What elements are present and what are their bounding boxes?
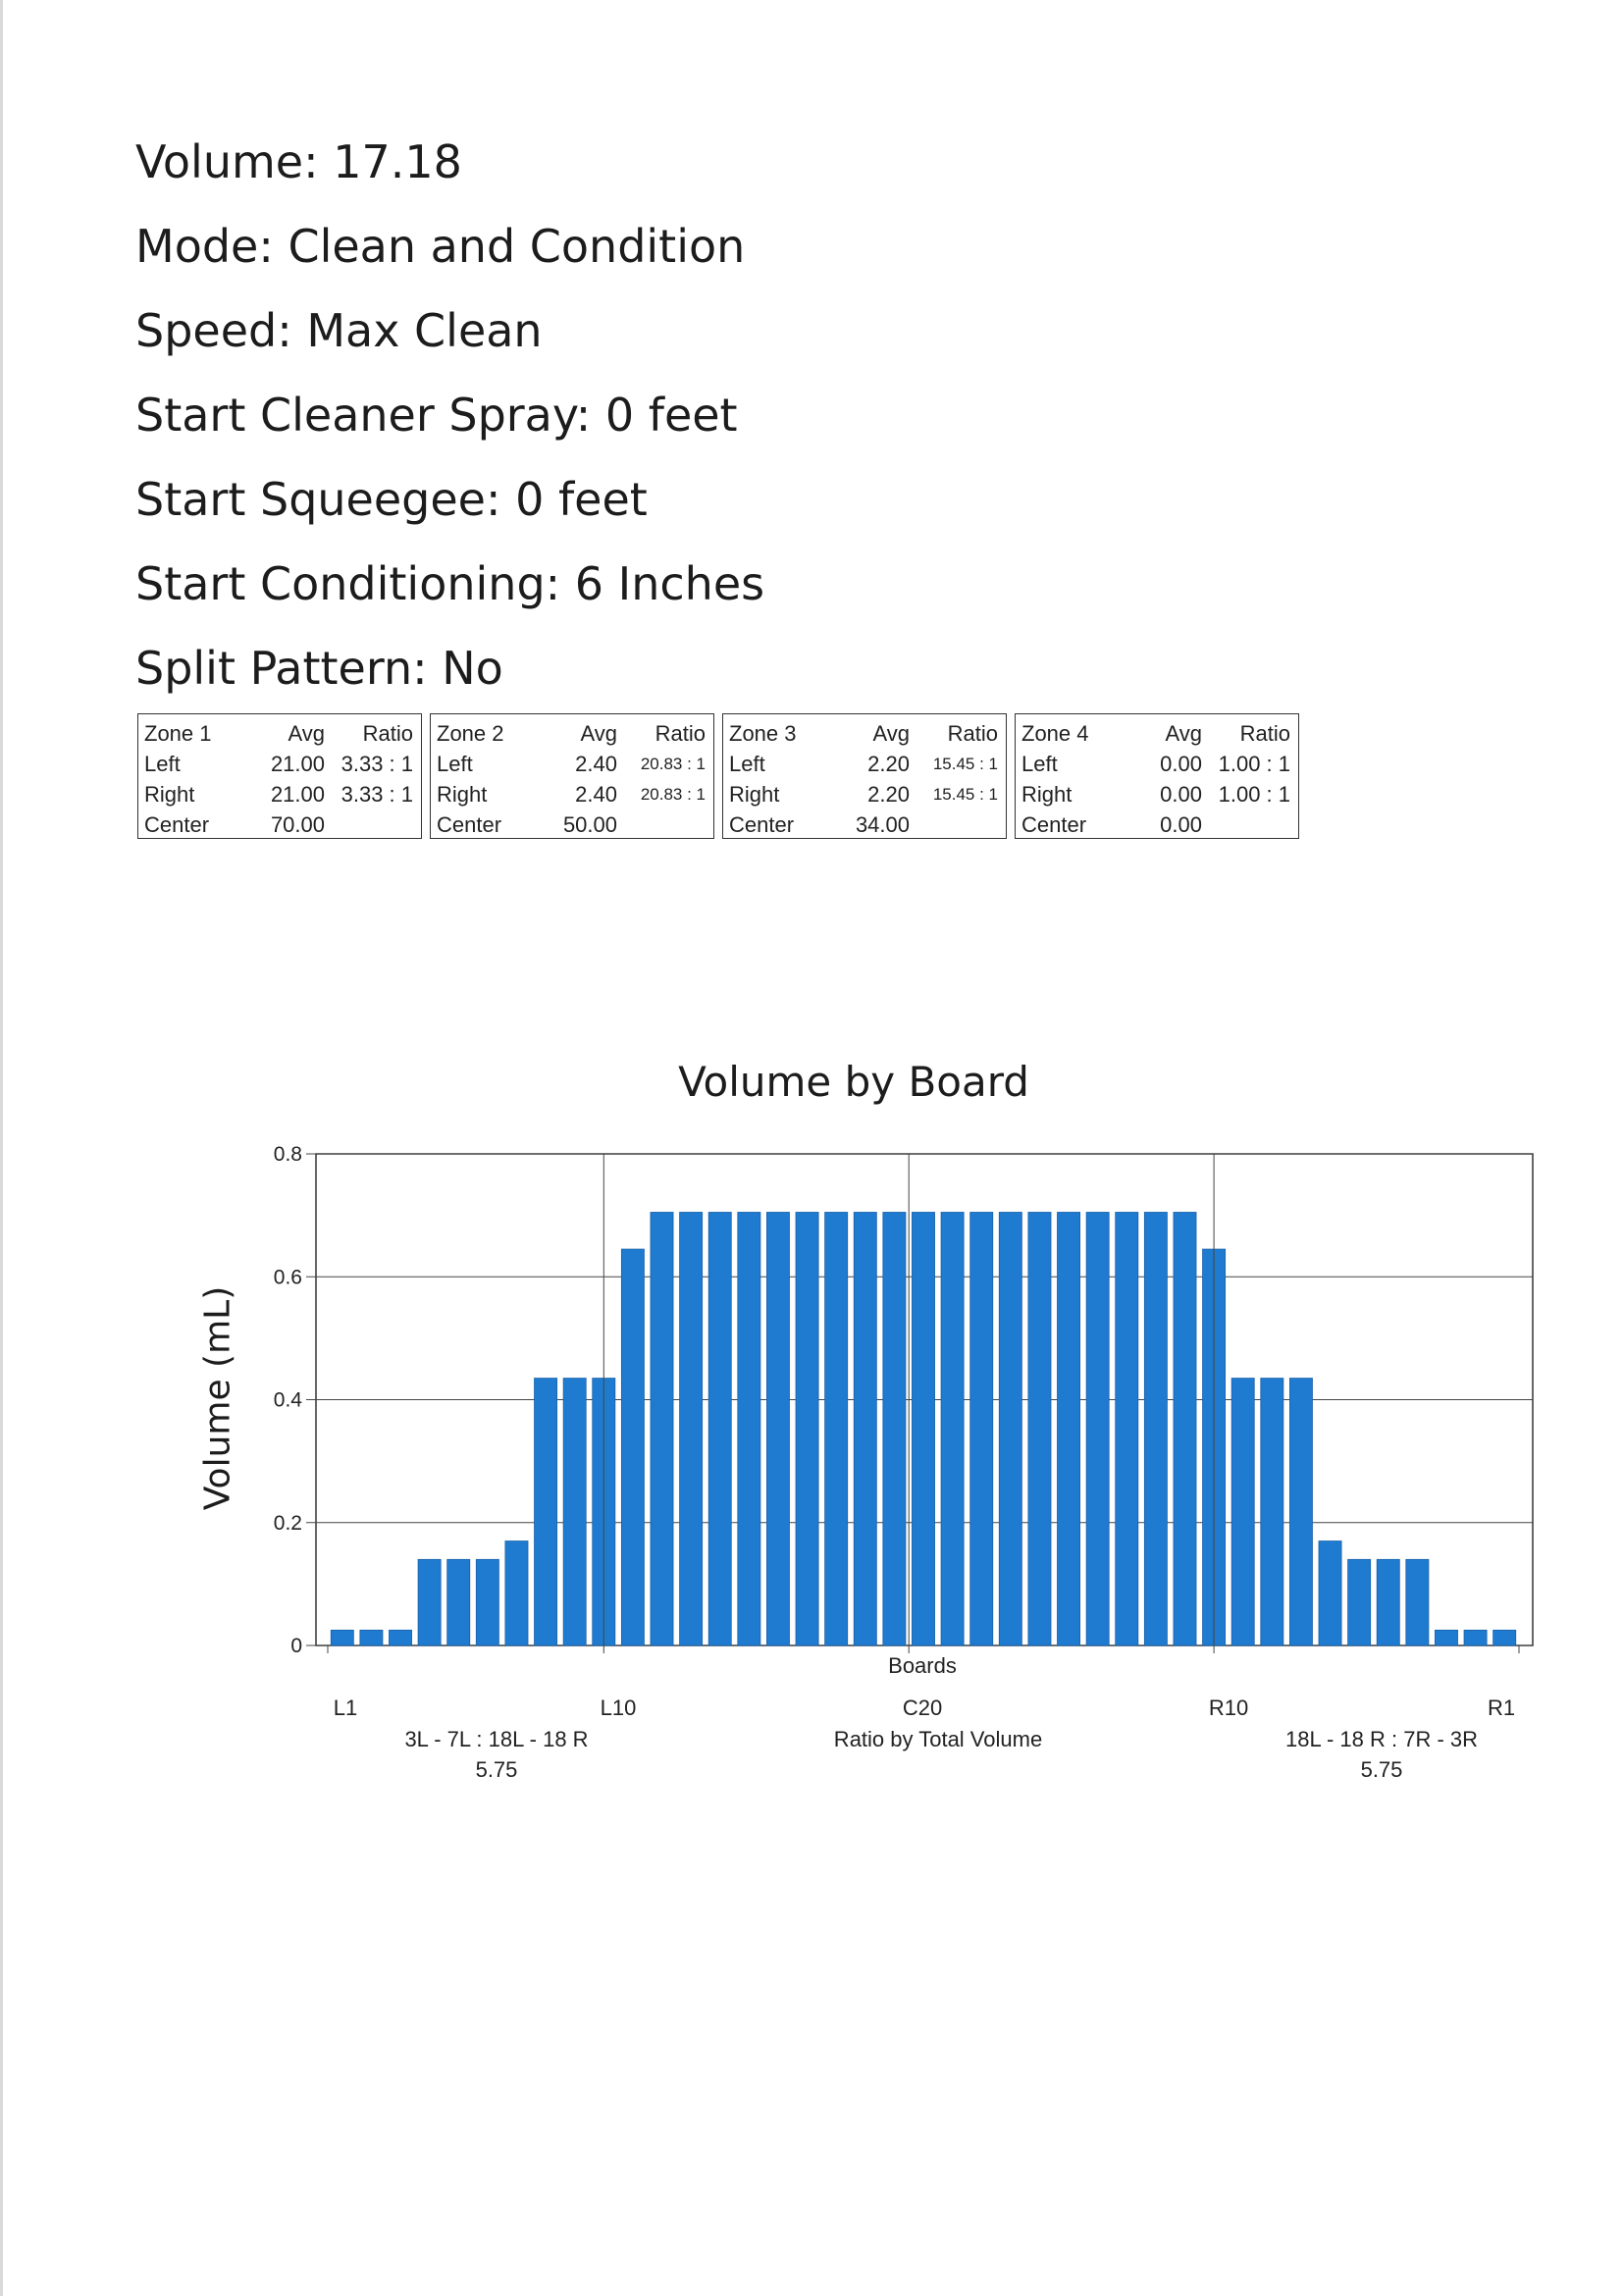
chart-title: Volume by Board [678, 1058, 1029, 1106]
zone-row-ratio: 20.83 : 1 [640, 785, 706, 804]
right-ratio-value: 5.75 [1360, 1757, 1403, 1782]
zone-row-label: Right [729, 782, 780, 807]
zone-name: Zone 2 [437, 721, 504, 746]
bar [651, 1212, 673, 1645]
bar [389, 1630, 411, 1645]
bar [999, 1212, 1021, 1645]
bar [708, 1212, 731, 1645]
zone-row-label: Left [1021, 752, 1058, 776]
bar [912, 1212, 934, 1645]
bar [738, 1212, 760, 1645]
zone-row-label: Left [729, 752, 765, 776]
bar [1377, 1559, 1399, 1645]
bar [970, 1212, 993, 1645]
zone-row-ratio: 1.00 : 1 [1218, 752, 1290, 776]
zone-name: Zone 3 [729, 721, 797, 746]
center-ratio-label: Ratio by Total Volume [833, 1727, 1043, 1751]
zone-row-avg: 2.20 [867, 782, 910, 807]
bar [535, 1379, 557, 1645]
bar [1493, 1630, 1516, 1645]
zone-row-avg: 2.40 [575, 782, 617, 807]
zone-row-avg: 34.00 [855, 812, 910, 837]
zone-ratio-header: Ratio [1239, 721, 1290, 746]
x-tick-label: C20 [902, 1696, 943, 1720]
zone-ratio-header: Ratio [362, 721, 413, 746]
bar [418, 1559, 441, 1645]
zone-row-label: Left [437, 752, 473, 776]
y-tick-label: 0 [290, 1635, 302, 1657]
zone-row-avg: 0.00 [1160, 752, 1202, 776]
bar [1231, 1379, 1254, 1645]
y-tick-label: 0.8 [273, 1143, 302, 1166]
bar [1319, 1541, 1341, 1645]
zone-row-avg: 21.00 [270, 782, 325, 807]
right-ratio-label: 18L - 18 R : 7R - 3R [1284, 1727, 1479, 1751]
bar [1028, 1212, 1051, 1645]
zone-row-avg: 2.40 [575, 752, 617, 776]
zone-name: Zone 1 [144, 721, 212, 746]
bar [360, 1630, 383, 1645]
setting-mode: Mode: Clean and Condition [135, 220, 746, 273]
y-tick-label: 0.2 [273, 1511, 302, 1535]
bar [447, 1559, 470, 1645]
zone-avg-header: Avg [1165, 721, 1202, 746]
bar [1464, 1630, 1487, 1645]
x-tick-label: L1 [333, 1696, 358, 1720]
zone-row-ratio: 1.00 : 1 [1218, 782, 1290, 807]
x-axis-label: Boards [888, 1653, 957, 1678]
setting-volume: Volume: 17.18 [135, 135, 462, 188]
x-tick-label: R1 [1487, 1696, 1516, 1720]
bar [563, 1379, 586, 1645]
zone-row-label: Right [1021, 782, 1073, 807]
setting-split-pattern: Split Pattern: No [135, 642, 503, 695]
bar [621, 1249, 644, 1645]
bar [331, 1630, 353, 1645]
zone-avg-header: Avg [580, 721, 617, 746]
zone-row-ratio: 15.45 : 1 [932, 785, 998, 804]
y-tick-label: 0.6 [273, 1266, 302, 1289]
bar [766, 1212, 789, 1645]
zone-row-avg: 0.00 [1160, 782, 1202, 807]
setting-start-conditioning: Start Conditioning: 6 Inches [135, 557, 765, 610]
zone-row-avg: 2.20 [867, 752, 910, 776]
x-tick-label: L10 [600, 1696, 637, 1720]
bar [1406, 1559, 1429, 1645]
zone-row-label: Right [437, 782, 488, 807]
setting-start-cleaner-spray: Start Cleaner Spray: 0 feet [135, 389, 738, 442]
bar [1058, 1212, 1080, 1645]
zone-ratio-header: Ratio [947, 721, 998, 746]
zone-row-label: Left [144, 752, 181, 776]
bar [1261, 1379, 1283, 1645]
bar [1174, 1212, 1196, 1645]
zone-avg-header: Avg [288, 721, 325, 746]
zone-row-label: Center [437, 812, 502, 837]
bar [1144, 1212, 1167, 1645]
zone-row-avg: 50.00 [562, 812, 617, 837]
bar [476, 1559, 498, 1645]
bar [1086, 1212, 1109, 1645]
x-tick-label: R10 [1208, 1696, 1249, 1720]
bar [680, 1212, 703, 1645]
bar [1116, 1212, 1138, 1645]
bar [854, 1212, 876, 1645]
zone-row-avg: 21.00 [270, 752, 325, 776]
zone-row-avg: 0.00 [1160, 812, 1202, 837]
left-ratio-value: 5.75 [475, 1757, 518, 1782]
zone-row-ratio: 15.45 : 1 [932, 755, 998, 773]
setting-start-squeegee: Start Squeegee: 0 feet [135, 473, 648, 526]
bar [1348, 1559, 1371, 1645]
bar [941, 1212, 964, 1645]
zone-row-ratio: 3.33 : 1 [340, 752, 413, 776]
y-tick-label: 0.4 [273, 1388, 302, 1412]
zone-row-ratio: 20.83 : 1 [640, 755, 706, 773]
left-ratio-label: 3L - 7L : 18L - 18 R [404, 1727, 589, 1751]
zone-row-avg: 70.00 [270, 812, 325, 837]
y-axis-label: Volume (mL) [197, 1285, 238, 1511]
bar [505, 1541, 528, 1645]
zone-row-ratio: 3.33 : 1 [340, 782, 413, 807]
bar [883, 1212, 906, 1645]
bar [825, 1212, 848, 1645]
setting-speed: Speed: Max Clean [135, 304, 543, 357]
zone-avg-header: Avg [872, 721, 910, 746]
bar [796, 1212, 818, 1645]
zone-row-label: Center [1021, 812, 1087, 837]
bar [1289, 1379, 1312, 1645]
zone-row-label: Center [729, 812, 795, 837]
bar [1435, 1630, 1457, 1645]
zone-row-label: Right [144, 782, 195, 807]
zone-ratio-header: Ratio [654, 721, 706, 746]
zone-row-label: Center [144, 812, 210, 837]
zone-name: Zone 4 [1021, 721, 1089, 746]
